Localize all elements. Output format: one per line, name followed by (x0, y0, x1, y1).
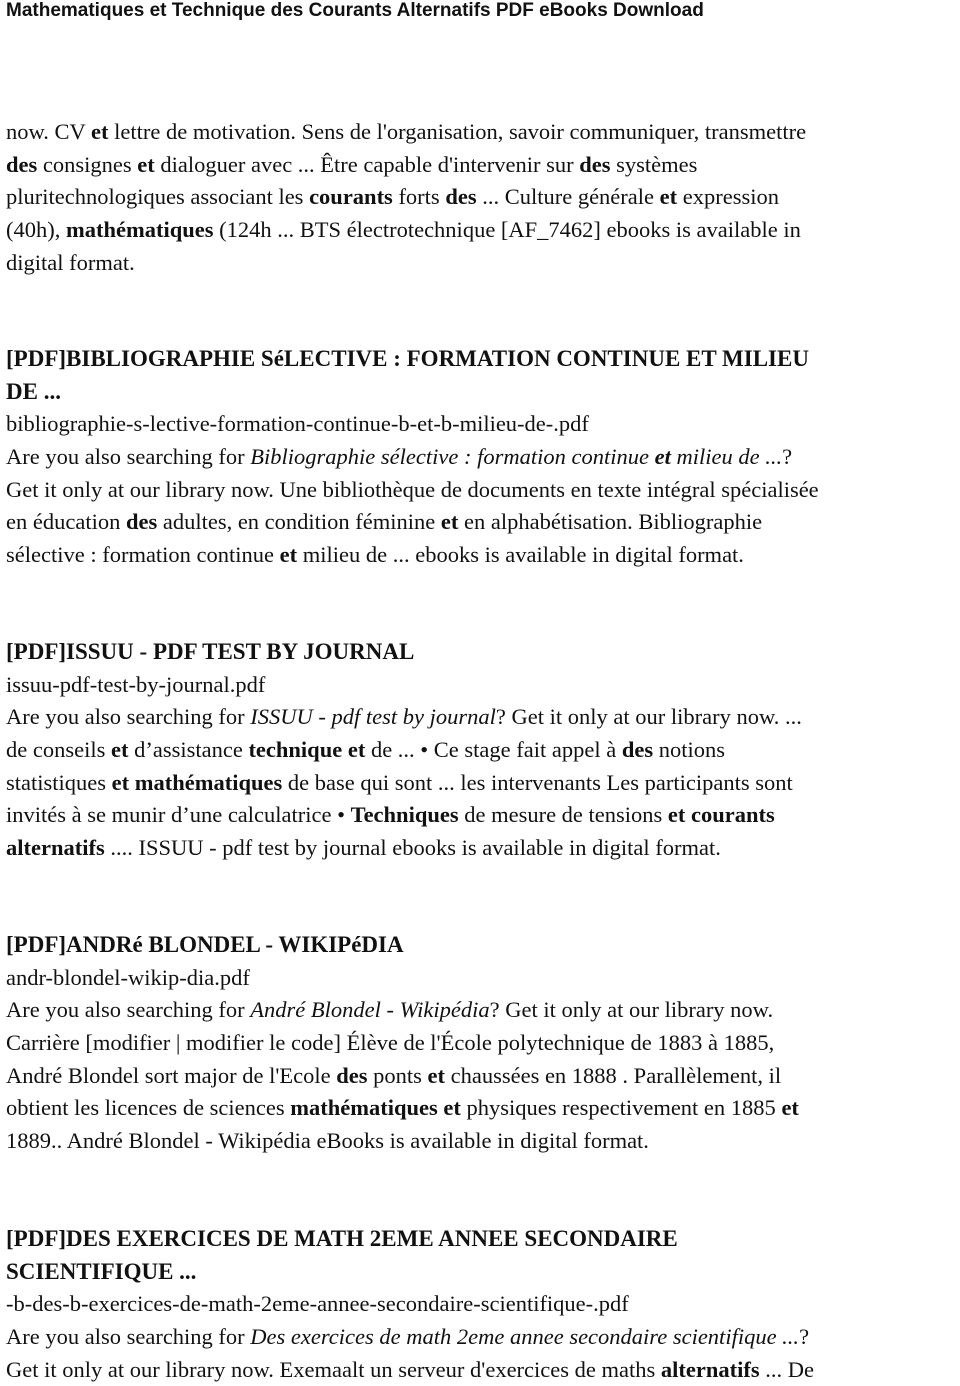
page-header-title: Mathematiques et Technique des Courants Alternatifs PDF eBooks Download (6, 0, 704, 21)
result-line-1: Are you also searching for André Blondel - Wikipédia? Get it only at our library now. (6, 997, 774, 1023)
result-title-line: DE ... (6, 378, 61, 404)
result-title[interactable] (6, 929, 952, 962)
search-result-2 (6, 636, 952, 865)
result-filename: bibliographie-s-lective-formation-continue-b-et-b-milieu-de-.pdf (6, 411, 589, 437)
result-line-1: Are you also searching for Bibliographie sélective : formation continue et milieu de ...? (6, 444, 793, 470)
result-line-2: Carrière [modifier | modifier le code] Élève de l'École polytechnique de 1883 à 1885, (6, 1030, 775, 1056)
intro-line-3: pluritechnologiques associant les courants forts des ... Culture générale et expression (6, 184, 779, 210)
intro-line-4: (40h), mathématiques (124h ... BTS électrotechnique [AF_7462] ebooks is available in (6, 217, 801, 243)
result-line-3: statistiques et mathématiques de base qui sont ... les intervenants Les participants sont (6, 769, 793, 795)
result-title-line: [PDF]BIBLIOGRAPHIE SéLECTIVE : FORMATION CONTINUE ET MILIEU (6, 346, 809, 371)
result-filename: issuu-pdf-test-by-journal.pdf (6, 671, 266, 697)
result-title[interactable] (6, 1223, 952, 1288)
result-line-4: sélective : formation continue et milieu de ... ebooks is available in digital format. (6, 542, 744, 568)
result-title-line: SCIENTIFIQUE ... (6, 1258, 197, 1284)
result-filename: -b-des-b-exercices-de-math-2eme-annee-secondaire-scientifique-.pdf (6, 1291, 629, 1317)
intro-line-5: digital format. (6, 249, 135, 275)
search-result-3 (6, 929, 952, 1158)
search-result-1 (6, 343, 952, 572)
result-title-line: [PDF]ISSUU - PDF TEST BY JOURNAL (6, 639, 415, 664)
intro-line-1: now. CV et lettre de motivation. Sens de l'organisation, savoir communiquer, transmettre (6, 119, 807, 144)
result-title[interactable] (6, 343, 952, 408)
intro-line-2: des consignes et dialoguer avec ... Être capable d'intervenir sur des systèmes (6, 151, 698, 177)
result-title-line: [PDF]ANDRé BLONDEL - WIKIPéDIA (6, 932, 404, 957)
result-line-3: André Blondel sort major de l'Ecole des ponts et chaussées en 1888 . Parallèlement, il (6, 1062, 782, 1088)
search-result-4 (6, 1223, 952, 1386)
result-line-4: obtient les licences de sciences mathématiques et physiques respectivement en 1885 et (6, 1095, 799, 1121)
result-line-2: de conseils et d’assistance technique et de ... • Ce stage fait appel à des notions (6, 737, 725, 763)
result-line-2: Get it only at our library now. Une bibliothèque de documents en texte intégral spécialisée (6, 476, 819, 502)
intro-text (6, 116, 952, 279)
result-title-line: [PDF]DES EXERCICES DE MATH 2EME ANNEE SECONDAIRE (6, 1226, 678, 1251)
result-filename: andr-blondel-wikip-dia.pdf (6, 964, 250, 990)
result-line-5: 1889.. André Blondel - Wikipédia eBooks is available in digital format. (6, 1128, 649, 1154)
result-line-5: alternatifs .... ISSUU - pdf test by journal ebooks is available in digital format. (6, 835, 721, 861)
result-line-1: Are you also searching for Des exercices de math 2eme annee secondaire scientifique ...? (6, 1324, 810, 1350)
result-title[interactable] (6, 636, 952, 669)
result-line-1: Are you also searching for ISSUU - pdf test by journal? Get it only at our library now. ... (6, 704, 802, 730)
result-line-4: invités à se munir d’une calculatrice • Techniques de mesure de tensions et courants (6, 802, 775, 828)
result-line-2: Get it only at our library now. Exemaalt un serveur d'exercices de maths alternatifs ... De (6, 1356, 814, 1382)
result-line-3: en éducation des adultes, en condition féminine et en alphabétisation. Bibliographie (6, 509, 763, 535)
